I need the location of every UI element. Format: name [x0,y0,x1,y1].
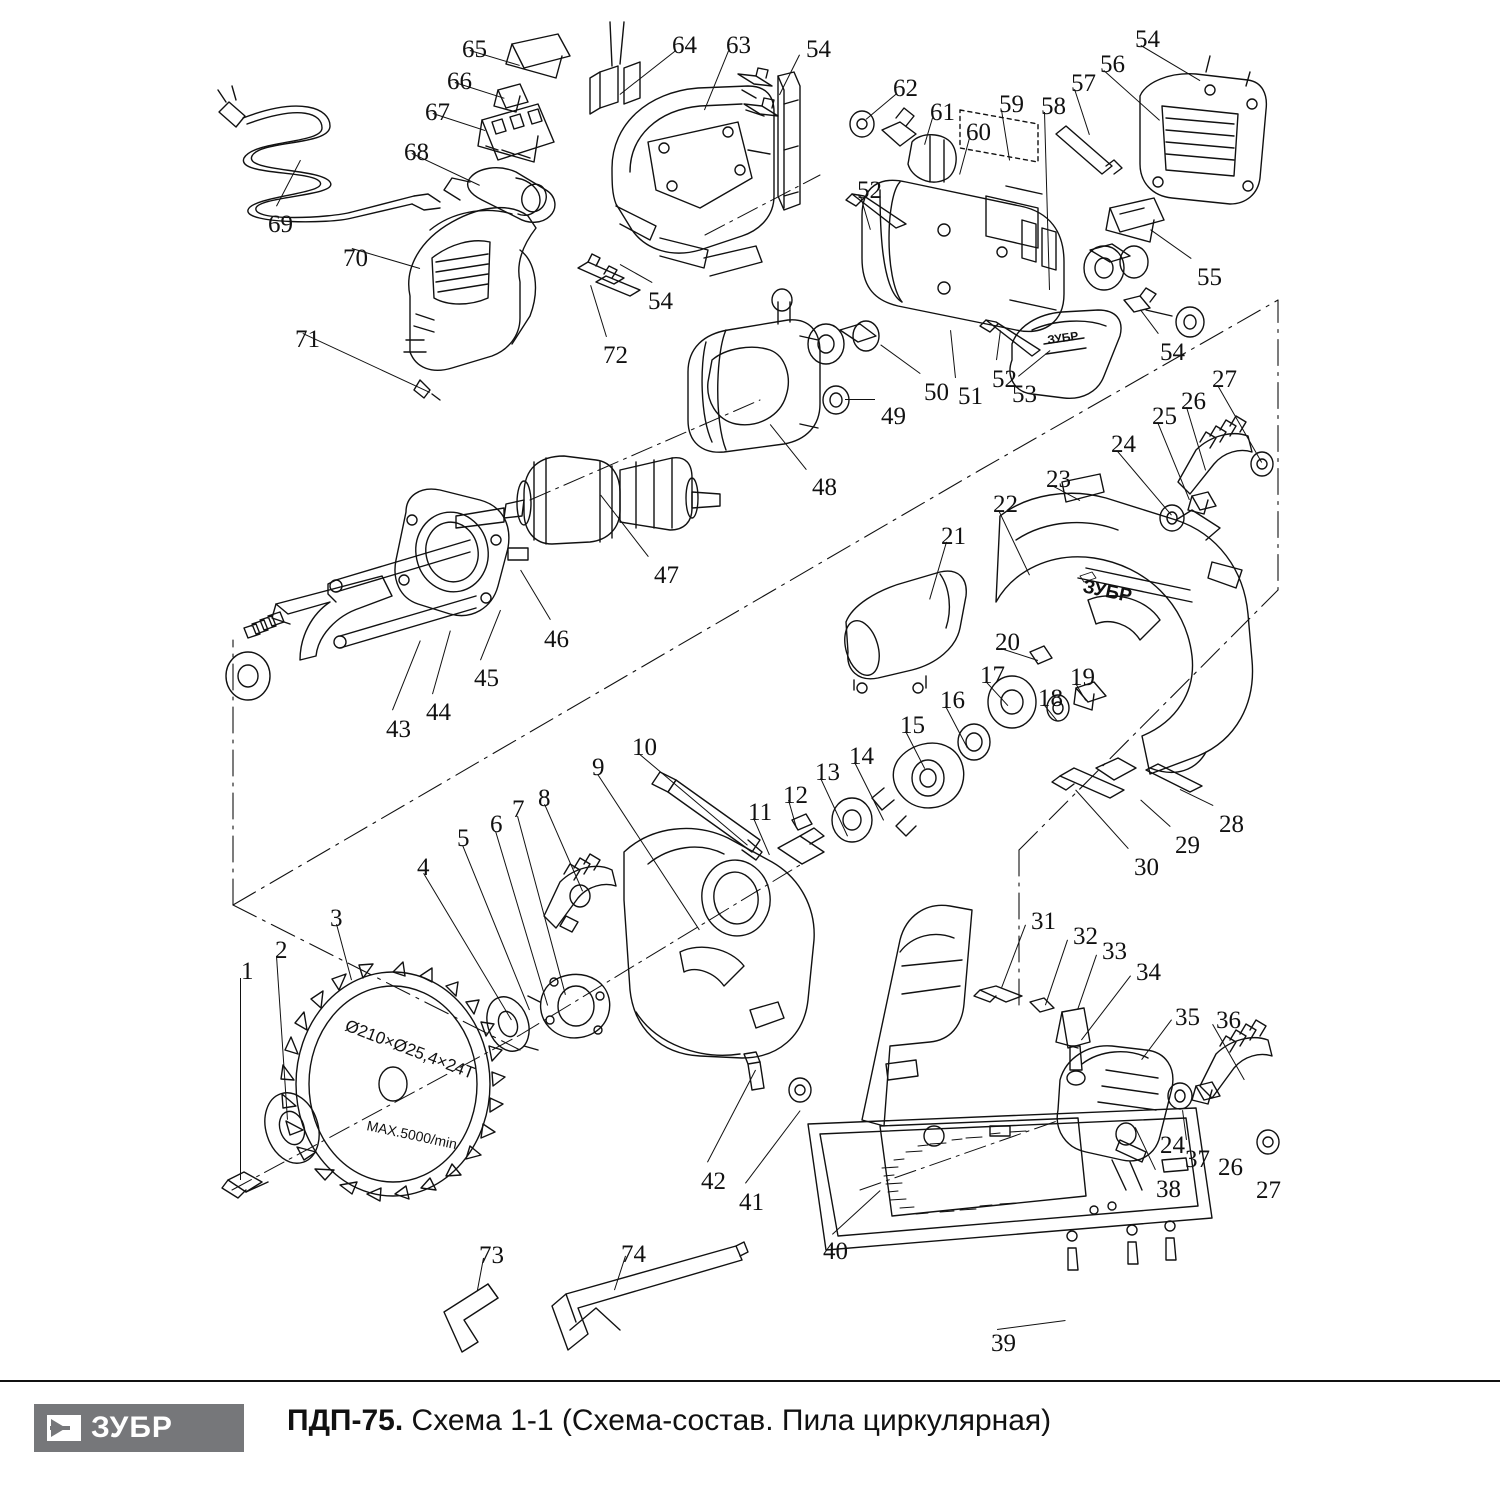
callout-number-3: 3 [330,905,343,932]
callout-number-62: 62 [893,75,918,102]
callout-number-69: 69 [268,211,293,238]
callout-number-14: 14 [849,743,874,770]
callout-number-8: 8 [538,785,551,812]
callout-number-54: 54 [1135,26,1160,53]
callout-number-4: 4 [417,854,430,881]
callout-number-27: 27 [1212,366,1237,393]
footer-bar [0,1380,1500,1500]
callout-number-59: 59 [999,91,1024,118]
callout-number-9: 9 [592,754,605,781]
callout-number-73: 73 [479,1242,504,1269]
callout-number-28: 28 [1219,811,1244,838]
callout-number-36: 36 [1216,1007,1241,1034]
callout-number-1: 1 [241,958,254,985]
callout-number-56: 56 [1100,51,1125,78]
caption-description: Схема 1-1 (Схема-состав. Пила циркулярная) [411,1404,1052,1437]
logo-arrow-icon [47,1415,81,1441]
callout-number-26: 26 [1218,1154,1243,1181]
callout-number-54: 54 [1160,339,1185,366]
callout-number-29: 29 [1175,832,1200,859]
callout-number-33: 33 [1102,938,1127,965]
callout-number-22: 22 [993,491,1018,518]
callout-number-2: 2 [275,937,288,964]
callout-number-5: 5 [457,825,470,852]
callout-number-42: 42 [701,1168,726,1195]
callout-number-6: 6 [490,811,503,838]
callout-number-57: 57 [1071,70,1096,97]
callout-number-64: 64 [672,32,697,59]
callout-number-20: 20 [995,629,1020,656]
callout-number-25: 25 [1152,403,1177,430]
callout-number-45: 45 [474,665,499,692]
callout-number-31: 31 [1031,908,1056,935]
callout-number-71: 71 [295,326,320,353]
callout-number-16: 16 [940,687,965,714]
callout-number-68: 68 [404,139,429,166]
callout-number-67: 67 [425,99,450,126]
callout-number-12: 12 [783,782,808,809]
callout-number-30: 30 [1134,854,1159,881]
logo-text: ЗУБР [91,1411,173,1444]
callout-number-35: 35 [1175,1004,1200,1031]
callout-number-47: 47 [654,562,679,589]
callout-number-72: 72 [603,342,628,369]
callout-number-15: 15 [900,712,925,739]
callout-number-39: 39 [991,1330,1016,1357]
svg-text:ЗУБР: ЗУБР [1080,576,1134,608]
leader-line [845,399,875,400]
callout-number-52: 52 [857,177,882,204]
callout-number-53: 53 [1012,381,1037,408]
callout-number-43: 43 [386,716,411,743]
callout-number-65: 65 [462,36,487,63]
callout-number-48: 48 [812,474,837,501]
callout-number-27: 27 [1256,1177,1281,1204]
callout-number-51: 51 [958,383,983,410]
callout-number-23: 23 [1046,466,1071,493]
diagram-caption [287,1404,1051,1438]
callout-number-54: 54 [648,288,673,315]
callout-number-24: 24 [1111,431,1136,458]
callout-number-24: 24 [1160,1132,1185,1159]
callout-number-66: 66 [447,68,472,95]
callout-number-70: 70 [343,245,368,272]
callout-number-34: 34 [1136,959,1161,986]
callout-number-50: 50 [924,379,949,406]
callout-number-32: 32 [1073,923,1098,950]
callout-number-18: 18 [1038,685,1063,712]
callout-number-21: 21 [941,523,966,550]
svg-text:MAX.5000/min: MAX.5000/min [365,1117,459,1153]
svg-text:ЗУБР: ЗУБР [1046,328,1080,347]
leader-line [240,978,241,1180]
callout-number-49: 49 [881,403,906,430]
callout-number-52: 52 [992,366,1017,393]
callout-number-10: 10 [632,734,657,761]
callout-number-7: 7 [512,796,525,823]
callout-number-60: 60 [966,119,991,146]
callout-number-17: 17 [980,662,1005,689]
callout-number-58: 58 [1041,93,1066,120]
callout-number-63: 63 [726,32,751,59]
callout-number-61: 61 [930,99,955,126]
callout-number-19: 19 [1070,664,1095,691]
callout-number-41: 41 [739,1189,764,1216]
callout-number-26: 26 [1181,388,1206,415]
callout-number-44: 44 [426,699,451,726]
callout-number-74: 74 [621,1241,646,1268]
brand-logo [34,1404,244,1452]
callout-number-54: 54 [806,36,831,63]
callout-number-46: 46 [544,626,569,653]
callout-number-37: 37 [1185,1146,1210,1173]
svg-text:Ø210×Ø25,4×24T: Ø210×Ø25,4×24T [342,1015,478,1083]
callout-number-40: 40 [823,1238,848,1265]
callout-number-55: 55 [1197,264,1222,291]
callout-number-38: 38 [1156,1176,1181,1203]
callout-number-11: 11 [748,799,773,826]
caption-model: ПДП-75. [287,1404,404,1437]
callout-number-13: 13 [815,759,840,786]
